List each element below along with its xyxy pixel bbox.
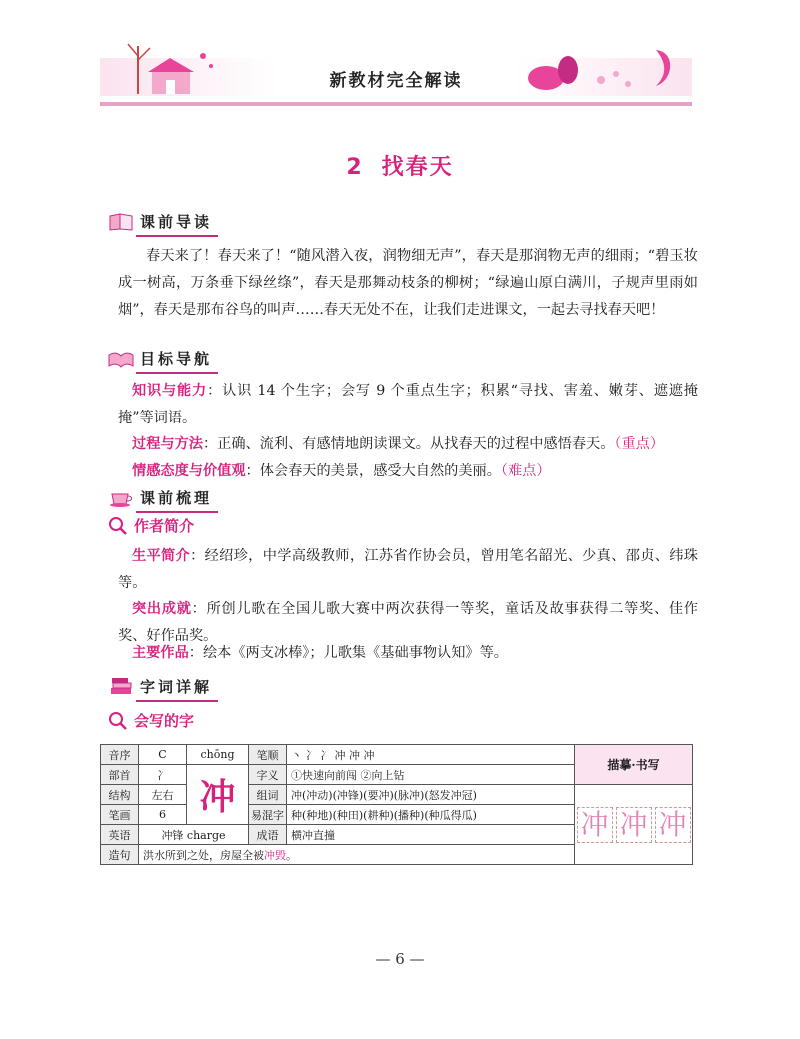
value-order: C: [139, 745, 187, 765]
author-heading-label: 作者简介: [134, 517, 195, 535]
value-confusable: 种(种地)(种田)(耕种)(播种)(种瓜得瓜): [287, 805, 575, 825]
achieve-text: ：所创儿歌在全国儿歌大赛中两次获得一等奖，童话及故事获得二等奖、佳作奖、好作品奖。: [118, 601, 698, 644]
value-stroke-order: 丶 冫 冫 冲 冲 冲: [287, 745, 575, 765]
sentence-post: 。: [286, 848, 297, 862]
goal-emotion: [118, 458, 698, 485]
section-goals: [108, 344, 212, 372]
knowledge-label: 知识与能力: [132, 383, 208, 399]
label-order: 音序: [101, 745, 139, 765]
character-table: [100, 744, 693, 865]
label-stroke-order: 笔顺: [249, 745, 287, 765]
label-radical: 部首: [101, 765, 139, 785]
section-preview: [108, 207, 212, 235]
bio-label: 生平简介: [132, 548, 191, 564]
author-heading: [108, 515, 194, 536]
page-header: [100, 30, 692, 106]
emotion-label: 情感态度与价值观: [132, 463, 246, 479]
author-bio: [118, 543, 698, 597]
big-character: 冲: [187, 765, 249, 825]
works-text: ：绘本《两支冰棒》；儿歌集《基础事物认知》等。: [188, 645, 508, 661]
section-overview: [108, 483, 212, 511]
achieve-label: 突出成就: [132, 601, 192, 617]
lesson-title: [0, 150, 800, 181]
goal-knowledge: [118, 378, 698, 432]
label-english: 英语: [101, 825, 139, 845]
emotion-text: ：体会春天的美景，感受大自然的美丽。: [245, 463, 501, 479]
label-practice: 描摹·书写: [575, 745, 693, 785]
label-idiom: 成语: [249, 825, 287, 845]
process-tag: （重点）: [614, 436, 665, 452]
preview-paragraph: [118, 243, 698, 324]
section-goals-label: 目标导航: [140, 349, 213, 368]
teacup-icon: [108, 486, 134, 508]
label-confusable: 易混字: [249, 805, 287, 825]
label-meaning: 字义: [249, 765, 287, 785]
practice-cell[interactable]: 冲: [577, 807, 613, 843]
value-meaning: ①快速向前闯 ②向上钻: [287, 765, 575, 785]
sentence-highlight: 冲毁: [264, 848, 286, 862]
value-english: 冲锋 charge: [139, 825, 249, 845]
magnifier-icon: [108, 516, 128, 536]
value-radical: 冫: [139, 765, 187, 785]
header-title: 新教材完全解读: [329, 71, 463, 91]
page-number: — 6 —: [375, 950, 425, 968]
practice-cell[interactable]: 冲: [655, 807, 691, 843]
label-strokes: 笔画: [101, 805, 139, 825]
section-preview-label: 课前导读: [140, 212, 213, 231]
practice-cell[interactable]: 冲: [616, 807, 652, 843]
goal-process: [118, 431, 698, 458]
value-words: 冲(冲动)(冲锋)(要冲)(脉冲)(怒发冲冠): [287, 785, 575, 805]
flower-icon: [506, 40, 686, 98]
author-works: [118, 640, 698, 667]
section-overview-label: 课前梳理: [140, 488, 213, 507]
magnifier-icon: [108, 711, 128, 731]
works-label: 主要作品: [132, 645, 189, 661]
books-stack-icon: [108, 675, 134, 697]
bio-text: ：经绍珍，中学高级教师，江苏省作协会员，曾用笔名韶光、少真、邵贞、纬珠等。: [118, 548, 698, 591]
value-structure: 左右: [139, 785, 187, 805]
process-label: 过程与方法: [132, 436, 203, 452]
section-words: [108, 672, 212, 700]
write-heading-label: 会写的字: [134, 712, 195, 730]
value-idiom: 横冲直撞: [287, 825, 575, 845]
lesson-number: 2: [346, 155, 364, 180]
write-heading: [108, 710, 194, 731]
lesson-name: 找春天: [381, 155, 454, 180]
label-words: 组词: [249, 785, 287, 805]
process-text: ：正确、流利、有感情地朗读课文。从找春天的过程中感悟春天。: [202, 436, 615, 452]
knowledge-text: ：认识 14 个生字；会写 9 个重点生字；积累“寻找、害羞、嫩芽、遮遮掩掩”等词语。: [118, 383, 698, 426]
section-words-label: 字词详解: [140, 677, 213, 696]
preview-text: 春天来了！春天来了！“随风潜入夜，润物细无声”，春天是那润物无声的细雨；“碧玉妆成一树高，万条垂下绿丝绦”，春天是那舞动枝条的柳树；“绿遍山原白满川，子规声里雨如烟”，春天是那布谷鸟的叫声……春天无处不在，让我们走进课文，一起去寻找春天吧！: [118, 248, 698, 318]
practice-grid[interactable]: [575, 785, 693, 865]
book-icon: [108, 210, 134, 232]
sentence-pre: 洪水所到之处，房屋全被: [143, 848, 264, 862]
value-strokes: 6: [139, 805, 187, 825]
label-structure: 结构: [101, 785, 139, 805]
value-pinyin: chōng: [187, 745, 249, 765]
emotion-tag: （难点）: [500, 463, 551, 479]
open-book-icon: [108, 347, 134, 369]
label-sentence: 造句: [101, 845, 139, 865]
value-sentence: [139, 845, 575, 865]
